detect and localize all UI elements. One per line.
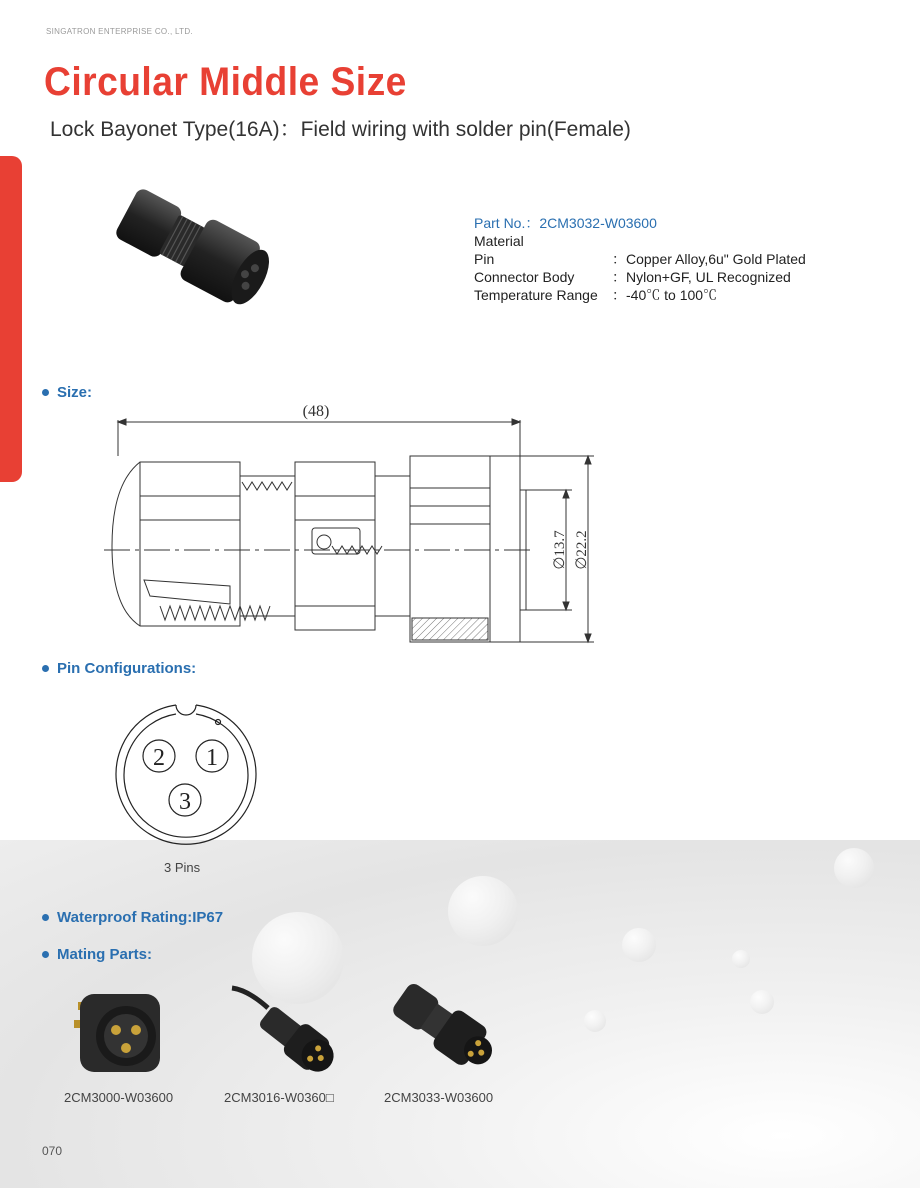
spec-block <box>474 214 806 304</box>
dimension-outer-diameter: ∅22.2 <box>574 530 590 570</box>
section-pin-config-label: Pin Configurations: <box>57 660 197 677</box>
mating-part-label: 2CM3016-W0360□ <box>224 1090 334 1105</box>
spec-key: Connector Body <box>474 269 575 285</box>
bullet-icon <box>42 389 49 396</box>
material-label: Material <box>474 233 524 249</box>
section-mating-parts-label: Mating Parts: <box>57 946 153 963</box>
company-name: SINGATRON ENTERPRISE CO., LTD. <box>46 27 193 36</box>
part-number-value: 2CM3032-W03600 <box>539 215 657 231</box>
pin-label: 1 <box>206 745 218 771</box>
decorative-bubble <box>622 928 656 962</box>
section-pin-config <box>42 660 196 677</box>
spec-value: ：Copper Alloy,6u" Gold Plated <box>612 251 806 267</box>
bullet-icon <box>42 914 49 921</box>
product-photo <box>104 180 279 330</box>
spec-key: Temperature Range <box>474 287 598 303</box>
side-tab <box>0 156 22 482</box>
decorative-bubble <box>732 950 750 968</box>
spec-value: ：-40℃ to 100℃ <box>612 287 718 303</box>
pin-diagram <box>110 700 270 850</box>
pin-label: 2 <box>153 745 165 771</box>
section-size <box>42 384 92 401</box>
bullet-icon <box>42 665 49 672</box>
dimension-inner-diameter: ∅13.7 <box>552 530 568 570</box>
dimension-length: (48) <box>302 403 330 420</box>
page-title: Circular Middle Size <box>44 60 407 104</box>
mating-part-label: 2CM3000-W03600 <box>64 1090 174 1105</box>
spec-key: Pin <box>474 251 495 267</box>
page-subtitle: Lock Bayonet Type(16A)：Field wiring with solder pin(Female) <box>50 118 631 141</box>
decorative-bubble <box>584 1010 606 1032</box>
decorative-bubble <box>448 876 518 946</box>
page-number: 070 <box>42 1144 63 1158</box>
section-waterproof <box>42 909 223 926</box>
mating-part-photo-2 <box>228 980 338 1080</box>
part-number-label: Part No.： <box>474 215 540 231</box>
spec-row-body <box>474 268 806 286</box>
bullet-icon <box>42 951 49 958</box>
spec-row-pin <box>474 250 806 268</box>
spec-value: ：Nylon+GF, UL Recognized <box>612 269 791 285</box>
part-number-line <box>474 214 806 232</box>
mating-part-photo-3 <box>390 976 500 1076</box>
section-mating-parts <box>42 946 152 963</box>
spec-row-temperature <box>474 286 806 304</box>
decorative-bubble <box>834 848 874 888</box>
section-size-label: Size: <box>57 384 93 401</box>
pin-caption: 3 Pins <box>164 860 201 875</box>
dimension-drawing <box>100 396 620 656</box>
mating-part-photo-1 <box>66 980 176 1080</box>
pin-label: 3 <box>179 789 191 815</box>
decorative-bubble <box>750 990 774 1014</box>
section-waterproof-label: Waterproof Rating:IP67 <box>57 909 224 926</box>
mating-part-label: 2CM3033-W03600 <box>384 1090 494 1105</box>
